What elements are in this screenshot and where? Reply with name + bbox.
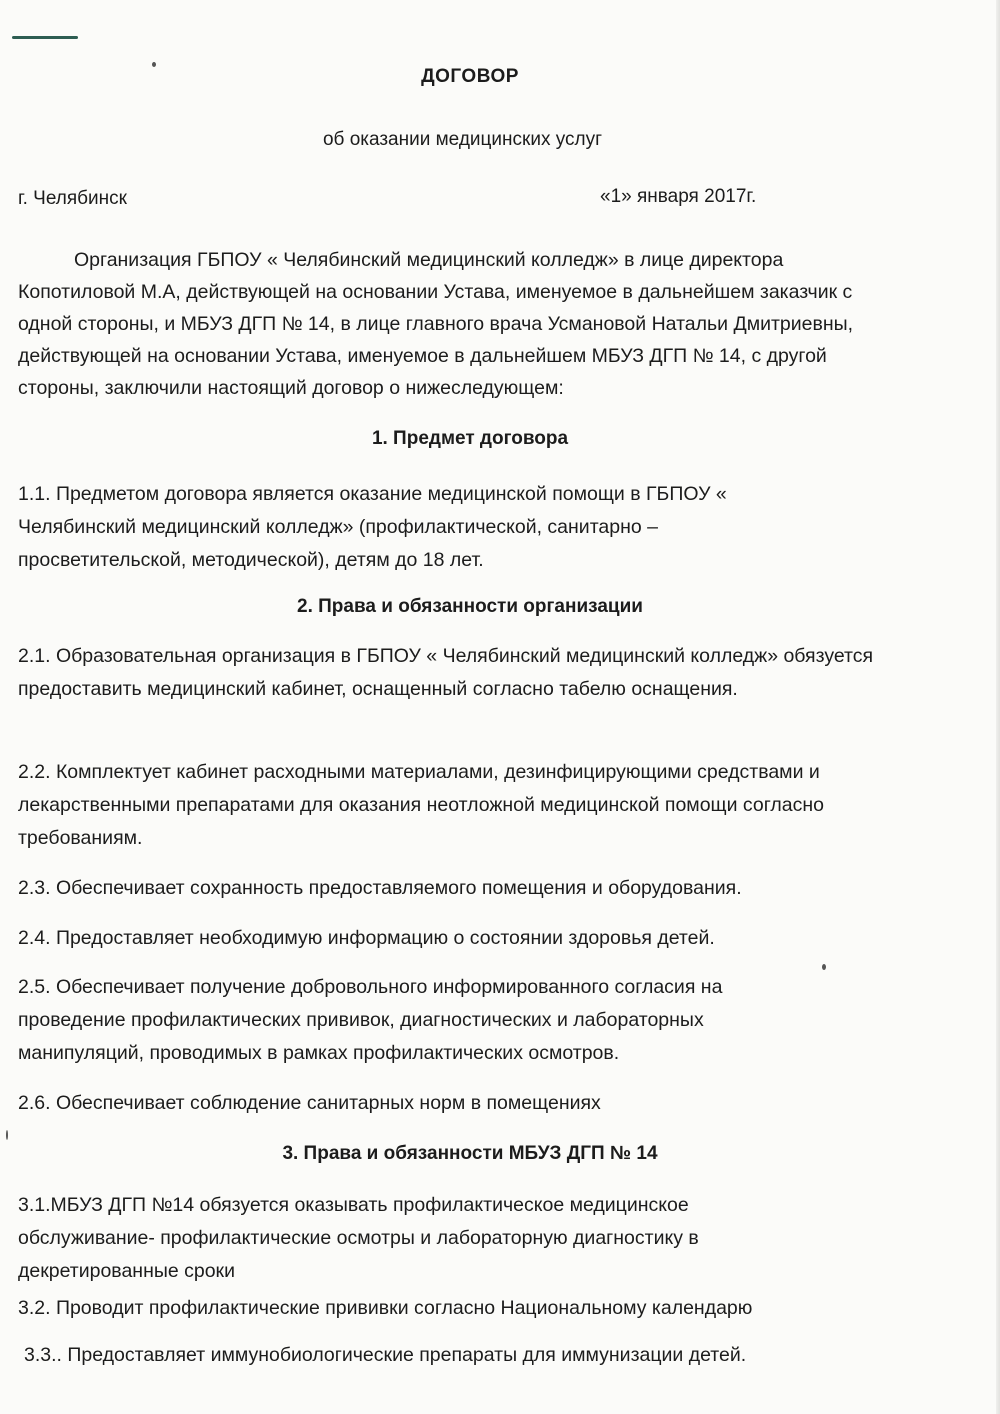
section-1-heading: 1. Предмет договора [371,428,569,449]
contract-city: г. Челябинск [18,188,127,209]
clause-2-2: 2.2. Комплектует кабинет расходными материалами, дезинфицирующими средствами и лекарственными препаратами для оказания неотложной медицинской помощи согласно требованиям. [18,761,824,849]
contract-date: «1» января 2017г. [600,186,757,207]
document-subtitle: об оказании медицинских услуг [322,129,603,150]
pen-mark [12,36,78,39]
intro-paragraph: Организация ГБПОУ « Челябинский медицинский колледж» в лице директора Копотиловой М.А, действующей на основании Устава, именуемое в дальнейшем заказчик с одной стороны, и МБУЗ ДГП № 14, в лице главного врача Усмановой Натальи Дмитриевны, действующей на основании Устава, именуемое в дальнейшем МБУЗ ДГП № 14, с другой стороны, заключили настоящий договор о нижеследующем: [18,249,854,399]
clause-2-5: 2.5. Обеспечивает получение добровольного информированного согласия на проведение профилактических прививок, диагностических и лабораторных манипуляций, проводимых в рамках профилактических осмотров. [18,976,723,1064]
document-title: ДОГОВОР [421,66,519,87]
scan-speck [6,1130,8,1140]
section-2-heading: 2. Права и обязанности организации [297,596,643,617]
clause-1-1: 1.1. Предметом договора является оказание медицинской помощи в ГБПОУ « Челябинский медицинский колледж» (профилактической, санитарно – просветительской, методической), детям до 18 лет. [18,483,727,571]
clause-2-1: 2.1. Образовательная организация в ГБПОУ « Челябинский медицинский колледж» обязуется предоставить медицинский кабинет, оснащенный согласно табелю оснащения. [18,645,874,700]
clause-3-3: 3.3.. Предоставляет иммунобиологические препараты для иммунизации детей. [24,1344,747,1366]
clause-3-1: 3.1.МБУЗ ДГП №14 обязуется оказывать профилактическое медицинское обслуживание- профилактические осмотры и лабораторную диагностику в декретированные сроки [18,1194,699,1282]
scan-speck [822,964,826,970]
page-edge [996,0,1000,1414]
clause-2-6: 2.6. Обеспечивает соблюдение санитарных норм в помещениях [18,1092,601,1114]
clause-2-3: 2.3. Обеспечивает сохранность предоставляемого помещения и оборудования. [18,877,742,899]
clause-3-2: 3.2. Проводит профилактические прививки согласно Национальному календарю [18,1297,753,1319]
section-3-heading: 3. Права и обязанности МБУЗ ДГП № 14 [282,1143,658,1164]
clause-2-4: 2.4. Предоставляет необходимую информацию о состоянии здоровья детей. [18,927,715,949]
